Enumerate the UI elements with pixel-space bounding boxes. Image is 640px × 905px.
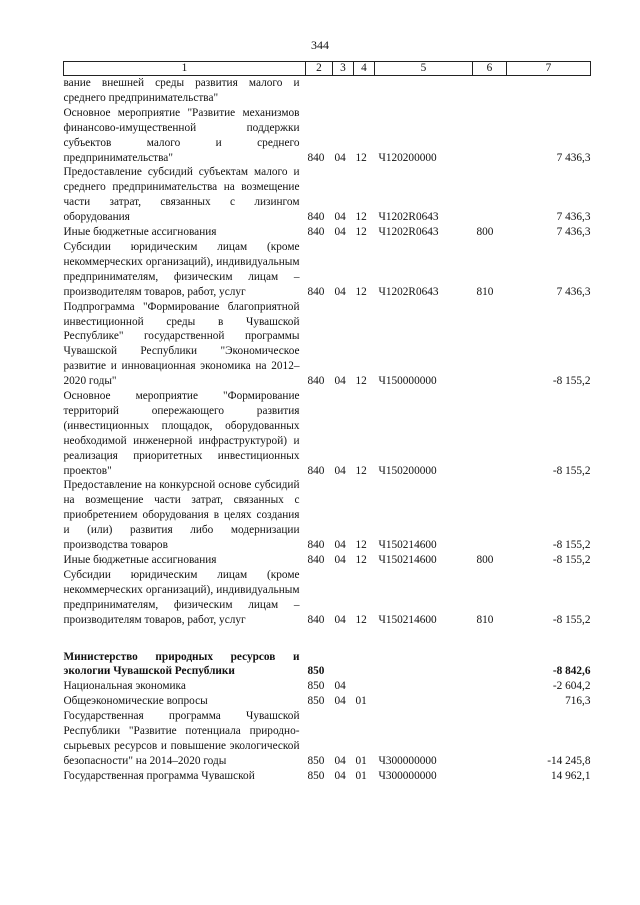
row-amount: -8 155,2 <box>552 464 591 477</box>
row-section-code: 04 <box>334 680 346 693</box>
row-amount: -14 245,8 <box>547 754 591 767</box>
row-subsection-code: 12 <box>355 375 367 388</box>
row-target-article: Ч150214600 <box>378 613 437 626</box>
row-ministry-code: 840 <box>307 464 325 477</box>
row-description: Министерство природных ресурсов и экологии Чувашской Республики <box>63 650 300 678</box>
row-section-code: 04 <box>334 754 346 767</box>
row-amount: 7 436,3 <box>556 151 591 164</box>
table-row <box>64 650 591 680</box>
table-row <box>64 553 591 568</box>
row-amount <box>507 76 591 106</box>
row-ministry-code: 850 <box>307 769 325 782</box>
row-expense-type <box>473 478 507 553</box>
row-expense-type <box>473 650 507 680</box>
row-target-article: Ч150200000 <box>378 464 437 477</box>
row-ministry-code: 840 <box>307 554 325 566</box>
row-amount: -8 155,2 <box>552 375 591 388</box>
header-col-4: 4 <box>354 62 375 76</box>
row-expense-type: 810 <box>476 285 494 298</box>
row-description: Национальная экономика <box>63 680 186 693</box>
row-expense-type <box>473 389 507 478</box>
header-col-6: 6 <box>473 62 507 76</box>
row-amount: 7 436,3 <box>556 211 591 224</box>
row-description: Субсидии юридическим лицам (кроме некоммерческих организаций), индивидуальным предпринимателям, физическим лицам – производителям товаров, работ, услуг <box>63 240 300 298</box>
row-section-code: 04 <box>334 285 346 298</box>
row-ministry-code: 840 <box>307 211 325 224</box>
row-amount: -8 155,2 <box>552 554 591 566</box>
row-section-code: 04 <box>334 769 346 782</box>
header-col-2: 2 <box>306 62 333 76</box>
row-subsection-code <box>354 679 375 694</box>
row-description: Субсидии юридическим лицам (кроме некоммерческих организаций), индивидуальным предпринимателям, физическим лицам – производителям товаров, работ, услуг <box>63 568 300 626</box>
row-subsection-code: 12 <box>355 226 367 239</box>
row-target-article: Ч150214600 <box>378 554 437 566</box>
table-row <box>64 165 591 225</box>
row-subsection-code: 01 <box>355 769 367 782</box>
table-row <box>64 300 591 389</box>
row-target-article <box>375 694 473 709</box>
table-header <box>64 62 591 76</box>
row-amount: 14 962,1 <box>550 769 591 782</box>
table-row <box>64 679 591 694</box>
row-amount: -8 155,2 <box>552 539 591 552</box>
row-amount: 716,3 <box>565 695 591 708</box>
row-expense-type <box>473 694 507 709</box>
row-subsection-code: 01 <box>355 695 367 708</box>
table-row <box>64 106 591 166</box>
row-amount: 7 436,3 <box>556 226 591 239</box>
row-expense-type: 800 <box>476 554 494 566</box>
table-row <box>64 709 591 769</box>
table-row <box>64 76 591 106</box>
row-ministry-code: 840 <box>307 613 325 626</box>
row-description: Иные бюджетные ассигнования <box>63 226 217 239</box>
row-expense-type <box>473 106 507 166</box>
row-subsection-code: 12 <box>355 211 367 224</box>
row-subsection-code: 12 <box>355 464 367 477</box>
row-subsection-code <box>354 650 375 680</box>
row-target-article <box>375 679 473 694</box>
row-description: Предоставление субсидий субъектам малого и среднего предпринимательства на возмещение части затрат, связанных с лизингом оборудования <box>63 166 300 224</box>
row-section-code: 04 <box>334 464 346 477</box>
row-ministry-code: 850 <box>307 695 325 708</box>
row-expense-type: 800 <box>476 226 494 239</box>
row-section-code: 04 <box>334 613 346 626</box>
row-section-code: 04 <box>334 226 346 239</box>
row-section-code <box>333 650 354 680</box>
row-target-article <box>375 650 473 680</box>
row-ministry-code: 840 <box>307 285 325 298</box>
row-subsection-code: 12 <box>355 554 367 566</box>
table-row <box>64 389 591 478</box>
table-row <box>64 769 591 784</box>
row-expense-type <box>473 709 507 769</box>
row-section-code <box>333 76 354 106</box>
header-col-7: 7 <box>507 62 591 76</box>
row-expense-type <box>473 679 507 694</box>
row-target-article: Ч300000000 <box>378 754 437 767</box>
row-section-code: 04 <box>334 695 346 708</box>
row-target-article: Ч1202R0643 <box>378 285 439 298</box>
row-target-article: Ч1202R0643 <box>378 226 439 239</box>
row-ministry-code: 840 <box>307 375 325 388</box>
row-section-code: 04 <box>334 151 346 164</box>
row-subsection-code: 12 <box>355 151 367 164</box>
header-col-3: 3 <box>333 62 354 76</box>
row-description: Государственная программа Чувашской Республики "Развитие потенциала природно-сырьевых ресурсов и повышение экологической безопасности" на 2014–2020 годы <box>63 710 300 767</box>
row-ministry-code: 850 <box>307 754 325 767</box>
row-target-article: Ч120200000 <box>378 151 437 164</box>
row-expense-type: 810 <box>476 613 494 626</box>
row-section-code: 04 <box>334 554 346 566</box>
row-description: Подпрограмма "Формирование благоприятной инвестиционной среды в Чувашской Республике" государственной программы Чувашской Республики "Экономическое развитие и инновационная экономика на 2012–2020 годы" <box>63 300 300 388</box>
row-ministry-code: 840 <box>307 539 325 552</box>
row-expense-type <box>473 300 507 389</box>
row-amount: 7 436,3 <box>556 285 591 298</box>
row-target-article: Ч150214600 <box>378 539 437 552</box>
row-description: Предоставление на конкурсной основе субсидий на возмещение части затрат, связанных с приобретением оборудования в целях создания и (или) развития либо модернизации производства товаров <box>63 479 300 552</box>
table-spacer-row <box>64 628 591 650</box>
row-subsection-code: 12 <box>355 285 367 298</box>
row-expense-type <box>473 76 507 106</box>
row-amount: -8 155,2 <box>552 613 591 626</box>
row-target-article: Ч1202R0643 <box>378 211 439 224</box>
table-body <box>64 76 591 784</box>
row-description: Государственная программа Чувашской <box>63 769 255 782</box>
row-section-code: 04 <box>334 539 346 552</box>
table-row <box>64 568 591 628</box>
row-description: вание внешней среды развития малого и среднего предпринимательства" <box>63 77 300 104</box>
row-subsection-code: 12 <box>355 613 367 626</box>
row-ministry-code: 840 <box>307 151 325 164</box>
table-row <box>64 225 591 240</box>
table-row <box>64 240 591 300</box>
table-row <box>64 694 591 709</box>
row-section-code: 04 <box>334 375 346 388</box>
row-description: Основное мероприятие "Формирование территорий опережающего развития (инвестиционных площадок, оборудованных необходимой инженерной инфраструктурой) и реализация приоритетных инвестиционных проектов" <box>63 390 300 477</box>
row-subsection-code <box>354 76 375 106</box>
row-ministry-code <box>306 76 333 106</box>
row-subsection-code: 12 <box>355 539 367 552</box>
header-col-1: 1 <box>64 62 306 76</box>
page-number: 344 <box>311 38 329 52</box>
row-ministry-code: 850 <box>307 665 325 678</box>
row-section-code: 04 <box>334 211 346 224</box>
row-amount: -2 604,2 <box>552 680 591 693</box>
row-expense-type <box>473 769 507 784</box>
row-ministry-code: 850 <box>307 680 325 693</box>
spacer-cell <box>64 628 591 650</box>
row-subsection-code: 01 <box>355 754 367 767</box>
row-description: Иные бюджетные ассигнования <box>63 554 217 566</box>
row-target-article: Ч300000000 <box>378 769 437 782</box>
table-row <box>64 478 591 553</box>
budget-table <box>63 61 591 784</box>
row-expense-type <box>473 165 507 225</box>
row-description: Основное мероприятие "Развитие механизмов финансово-имущественной поддержки субъектов малого и среднего предпринимательства" <box>63 106 300 164</box>
header-row <box>64 62 591 76</box>
budget-table-container <box>63 61 590 784</box>
row-description: Общеэкономические вопросы <box>63 695 208 708</box>
row-ministry-code: 840 <box>307 226 325 239</box>
row-amount: -8 842,6 <box>552 665 591 678</box>
row-target-article: Ч150000000 <box>378 375 437 388</box>
header-col-5: 5 <box>375 62 473 76</box>
row-target-article <box>375 76 473 106</box>
